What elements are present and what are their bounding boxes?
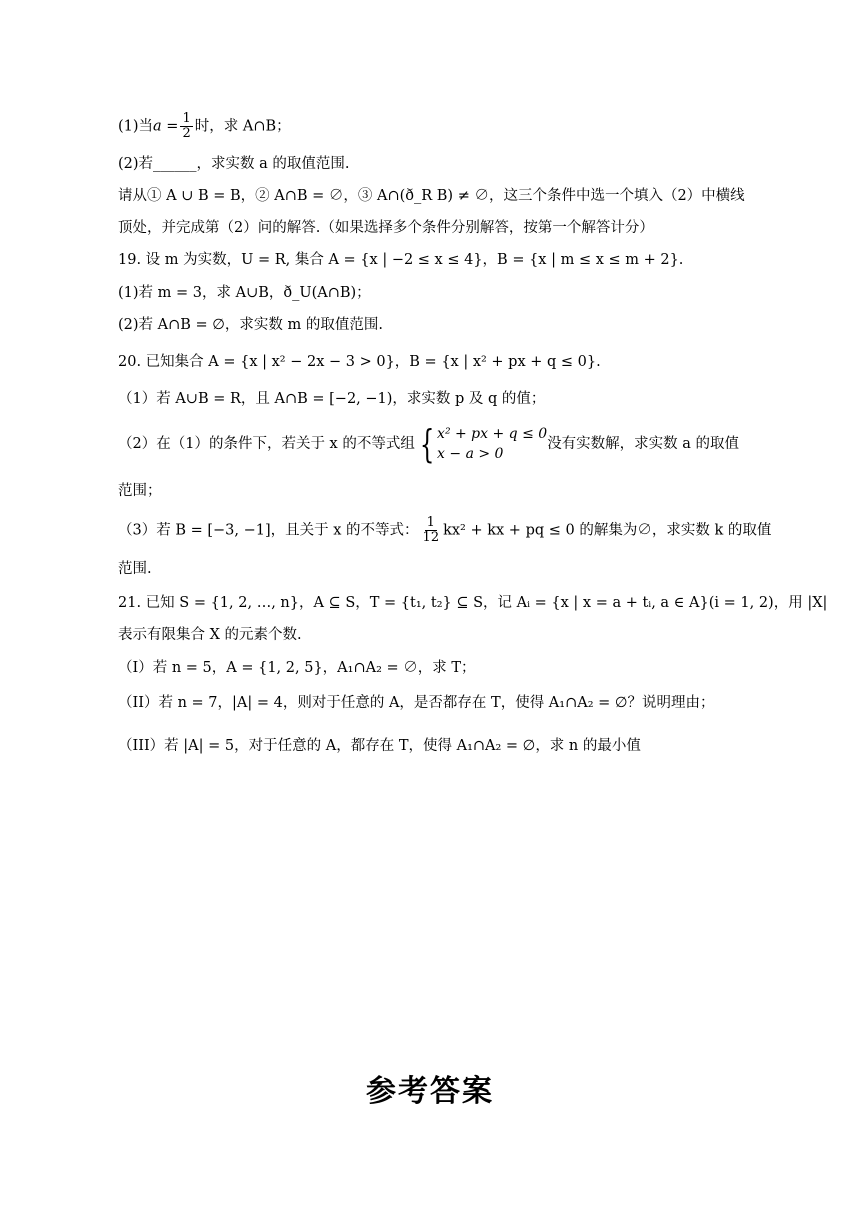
q20-part3 (118, 515, 772, 545)
q20-part3-prefix: （3）若 B = [−3, −1]，且关于 x 的不等式： (118, 522, 419, 539)
q21-part2: （II）若 n = 7，|A| = 4，则对于任意的 A，是否都存在 T，使得 A₁∩A₂ = ∅？说明理由； (118, 695, 715, 711)
brace-icon: { (419, 422, 435, 466)
q18-part1-a-eq: a = (153, 118, 179, 135)
q18-choose-line2: 顶处，并完成第（2）问的解答.（如果选择多个条件分别解答，按第一个解答计分） (118, 220, 654, 236)
answer-title: 参考答案 (366, 1074, 494, 1109)
q21-part1: （I）若 n = 5，A = {1, 2, 5}，A₁∩A₂ = ∅，求 T； (118, 660, 476, 676)
q20-fraction (421, 516, 442, 545)
q18-frac-den: 2 (182, 126, 191, 141)
q21-stem1: 21. 已知 S = {1, 2, …, n}，A ⊆ S，T = {t₁, t₂} ⊆ S，记 Aᵢ = {x | x = a + tᵢ, a ∈ A}(i = 1, 2)，用 |X| (118, 595, 828, 611)
q20-part2-prefix: （2）在（1）的条件下，若关于 x 的不等式组 (118, 436, 415, 452)
q21-part3: （III）若 |A| = 5，对于任意的 A，都存在 T，使得 A₁∩A₂ = ∅，求 n 的最小值 (118, 738, 641, 754)
q18-part1-prefix: (1)当 (118, 118, 154, 135)
q20-part2-cont: 范围； (118, 483, 162, 499)
q21-stem2: 表示有限集合 X 的元素个数. (118, 627, 302, 643)
q19-stem: 19. 设 m 为实数，U = R, 集合 A = {x | −2 ≤ x ≤ 4}，B = {x | m ≤ x ≤ m + 2}. (118, 252, 684, 268)
q20-frac-den: 12 (422, 530, 440, 545)
q18-choose-line1: 请从① A ∪ B = B，② A∩B = ∅，③ A∩(ð_R B) ≠ ∅，这三个条件中选一个填入（2）中横线 (118, 188, 745, 204)
q18-fraction (180, 112, 192, 141)
q20-sys-line2: x − a > 0 (437, 446, 504, 462)
q18-part1-suffix: 时，求 A∩B； (194, 118, 291, 135)
q20-part3-suffix: kx² + kx + pq ≤ 0 的解集为∅，求实数 k 的取值 (443, 522, 772, 539)
q20-frac-num: 1 (426, 515, 435, 530)
inequality-system (415, 424, 547, 464)
q19-part2: (2)若 A∩B = ∅，求实数 m 的取值范围. (118, 317, 383, 333)
q20-part2-suffix: 没有实数解，求实数 a 的取值 (547, 436, 740, 452)
q20-part3-cont: 范围. (118, 561, 152, 577)
q18-part2: (2)若______，求实数 a 的取值范围. (118, 156, 350, 172)
q20-stem: 20. 已知集合 A = {x | x² − 2x − 3 > 0}，B = {x | x² + px + q ≤ 0}. (118, 354, 601, 370)
q20-sys-line1: x² + px + q ≤ 0 (437, 426, 548, 442)
q19-part1: (1)若 m = 3，求 A∪B，ð_U(A∩B)； (118, 285, 371, 301)
q18-frac-num: 1 (182, 111, 191, 126)
q20-part2 (118, 424, 740, 464)
q20-part1: （1）若 A∪B = R，且 A∩B = [−2, −1)，求实数 p 及 q 的值； (118, 391, 546, 407)
q18-part1 (118, 112, 740, 141)
